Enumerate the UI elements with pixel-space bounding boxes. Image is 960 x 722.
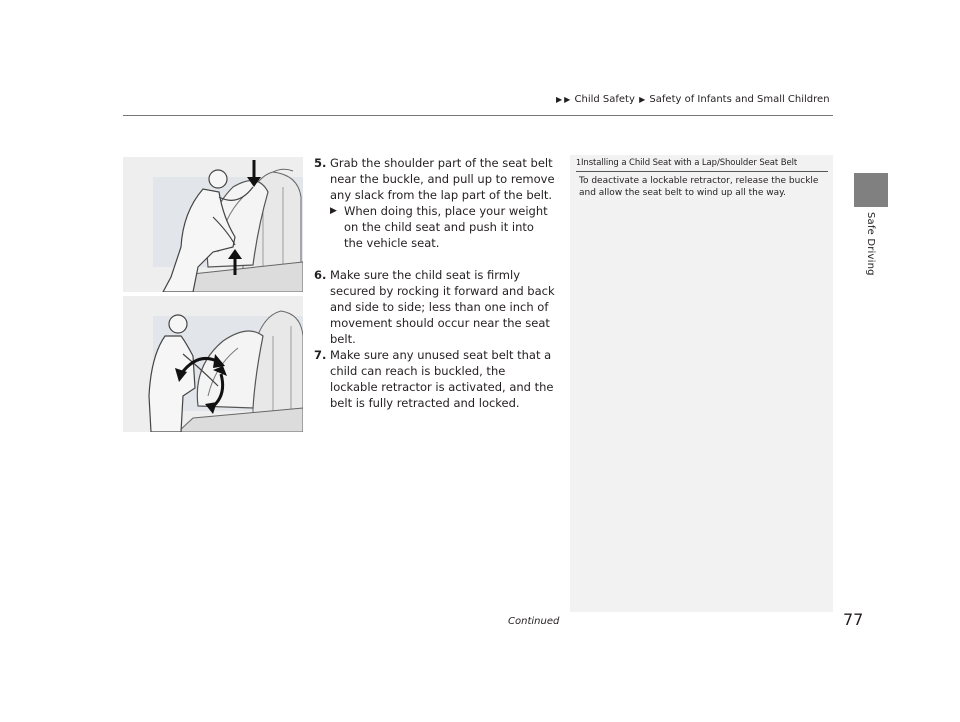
step-text: Make sure the child seat is firmly secured by rocking it forward and back and side to side; less than one inch of movement should occur near the seat belt.	[330, 268, 555, 346]
illustration-rock-seat-drawing	[123, 296, 303, 432]
breadcrumb-item-safety-of-infants[interactable]: Safety of Infants and Small Children	[649, 94, 830, 105]
step-7	[314, 347, 556, 411]
step-number: 6.	[314, 268, 327, 282]
breadcrumb-arrow-icon: ▶	[556, 95, 563, 104]
step-number: 5.	[314, 156, 327, 170]
continued-label: Continued	[508, 616, 560, 627]
step-6	[314, 267, 556, 347]
instruction-steps	[314, 155, 556, 427]
illustration-pull-belt	[123, 157, 303, 292]
sidebar-title-text: Installing a Child Seat with a Lap/Shoulder Seat Belt	[581, 158, 798, 168]
step-text: Grab the shoulder part of the seat belt near the buckle, and pull up to remove any slack from the lap part of the belt.	[330, 156, 555, 202]
breadcrumb-arrow-icon: ▶	[564, 95, 571, 104]
sidebar-divider	[576, 171, 828, 172]
reference-tag: 1	[576, 158, 581, 167]
page-number: 77	[843, 610, 864, 629]
sub-arrow-icon: ▶	[330, 206, 337, 216]
section-tab[interactable]	[854, 173, 888, 207]
breadcrumb-item-child-safety[interactable]: Child Safety	[574, 94, 635, 105]
notes-sidebar	[570, 155, 833, 612]
sidebar-title[interactable]	[576, 158, 826, 168]
substep-text: When doing this, place your weight on the child seat and push it into the vehicle seat.	[344, 204, 548, 250]
illustration-pull-belt-drawing	[123, 157, 303, 292]
sidebar-body: To deactivate a lockable retractor, release the buckle and allow the seat belt to wind up all the way.	[579, 176, 819, 198]
breadcrumb	[555, 94, 830, 105]
section-tab-label: Safe Driving	[865, 212, 876, 276]
breadcrumb-arrow-icon: ▶	[639, 95, 646, 104]
header-divider	[123, 115, 833, 116]
step-5	[314, 155, 556, 251]
step-number: 7.	[314, 348, 327, 362]
step-text: Make sure any unused seat belt that a child can reach is buckled, the lockable retractor is activated, and the belt is fully retracted and locked.	[330, 348, 554, 410]
illustration-rock-seat	[123, 296, 303, 432]
step-substep	[330, 203, 556, 251]
